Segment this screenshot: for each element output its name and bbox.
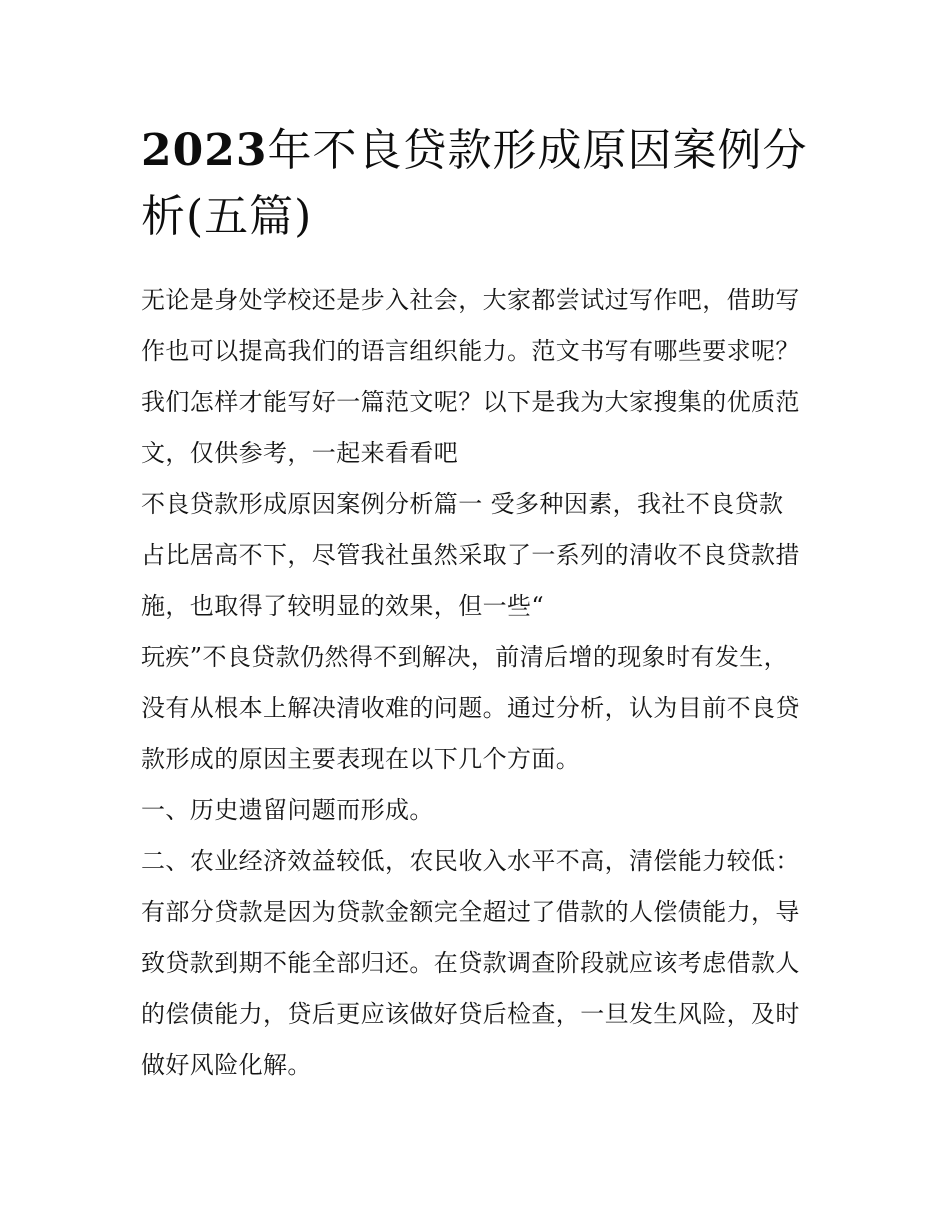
text-line: 作也可以提高我们的语言组织能力。范文书写有哪些要求呢？: [141, 337, 800, 365]
text-line: 占比居高不下，尽管我社虽然采取了一系列的清收不良贷款措: [141, 541, 800, 569]
text-line: 一、历史遗留问题而形成。: [141, 796, 434, 824]
title-text: 年不良贷款形成原因案例分析(五篇): [141, 125, 808, 242]
text-line: 玩疾”不良贷款仍然得不到解决，前清后增的现象时有发生，: [141, 643, 789, 671]
text-line: 有部分贷款是因为贷款金额完全超过了借款的人偿债能力，导: [141, 898, 800, 926]
text-line: 致贷款到期不能全部归还。在贷款调查阶段就应该考虑借款人: [141, 949, 800, 977]
text-line: 施，也取得了较明显的效果，但一些“: [141, 592, 545, 620]
text-line: 做好风险化解。: [141, 1051, 312, 1079]
text-line: 的偿债能力，贷后更应该做好贷后检查，一旦发生风险，及时: [141, 1000, 800, 1028]
text-line: 不良贷款形成原因案例分析篇一 受多种因素，我社不良贷款: [141, 490, 784, 518]
document-body: [141, 275, 813, 1091]
document-title: [141, 118, 813, 250]
title-year: 2023: [141, 125, 268, 176]
text-line: 无论是身处学校还是步入社会，大家都尝试过写作吧，借助写: [141, 286, 800, 314]
text-line: 没有从根本上解决清收难的问题。通过分析，认为目前不良贷: [141, 694, 800, 722]
text-line: 二、农业经济效益较低，农民收入水平不高，清偿能力较低：: [141, 847, 800, 875]
text-line: 文，仅供参考，一起来看看吧: [141, 439, 459, 467]
document-content: [141, 118, 813, 1091]
text-line: 我们怎样才能写好一篇范文呢？以下是我为大家搜集的优质范: [141, 388, 800, 416]
text-line: 款形成的原因主要表现在以下几个方面。: [141, 745, 581, 773]
